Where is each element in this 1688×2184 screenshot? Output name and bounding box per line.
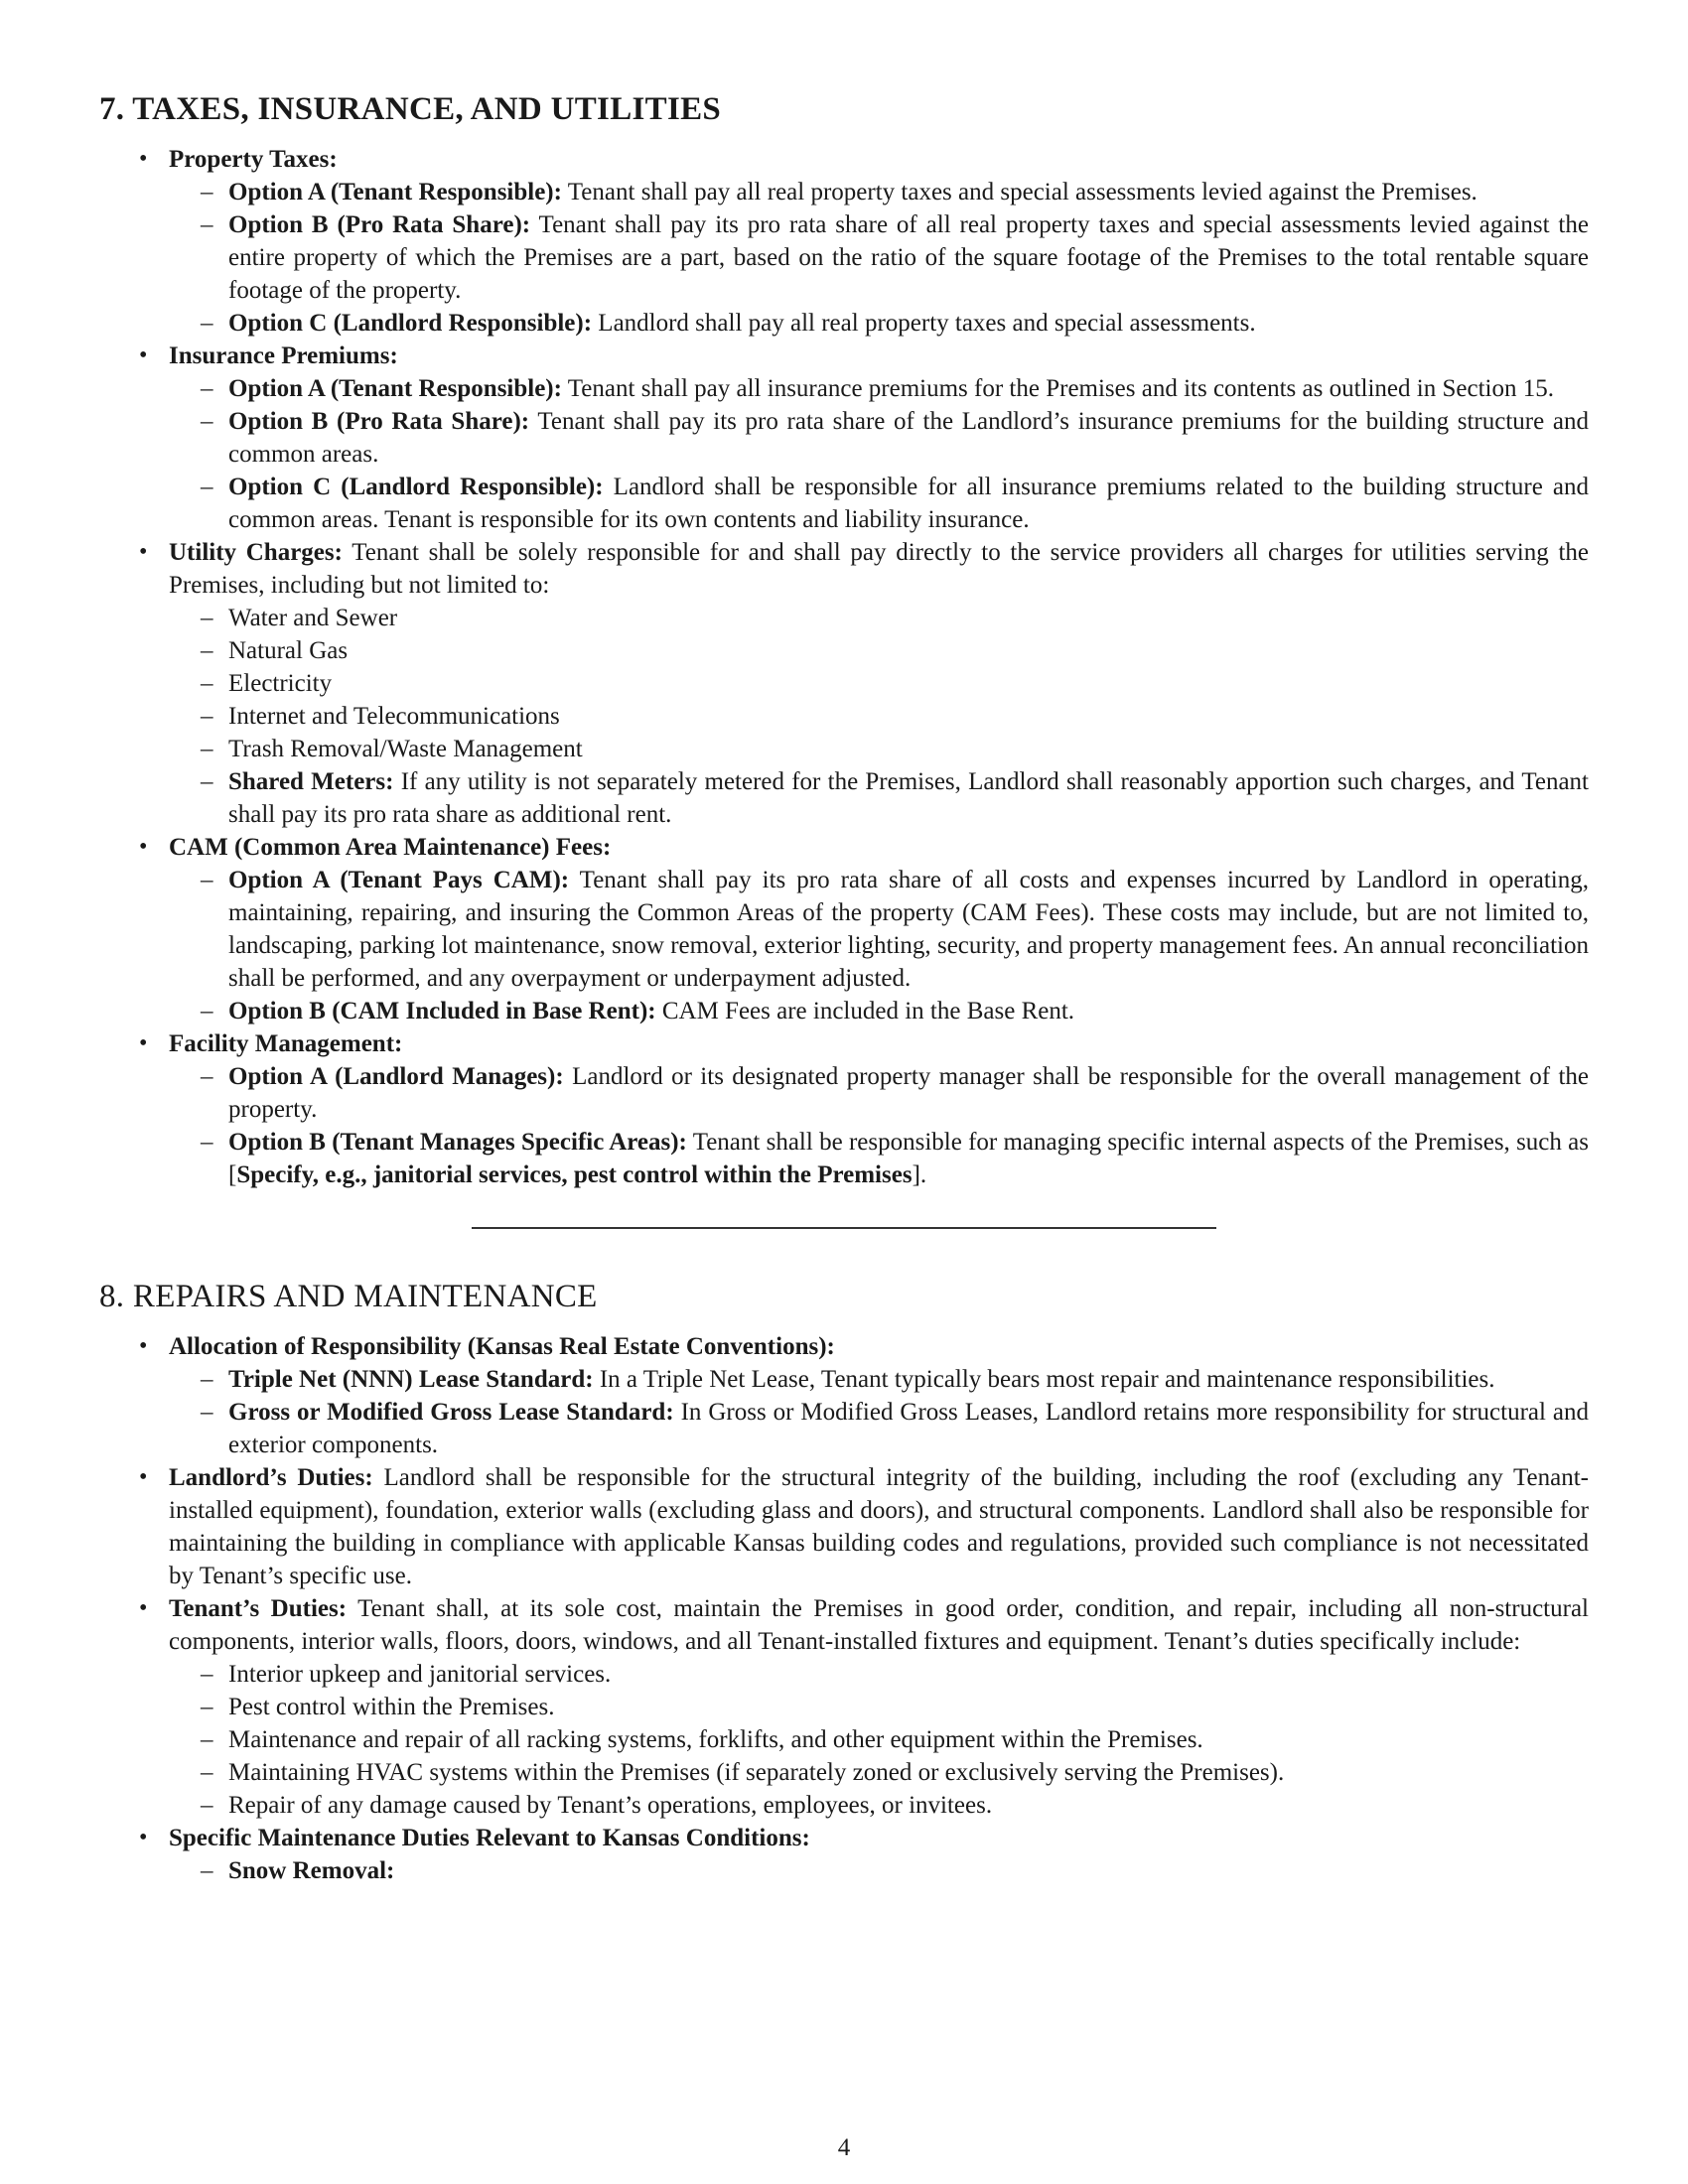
option-text: Tenant shall pay its pro rata share of all costs and expenses incurred by Landlord in operating, maintaining, repairing, and insuring the Common Areas of the property (CAM Fees). These costs may include, but are not limited to, landscaping, parking lot maintenance, snow removal, exterior lighting, security, and property management fees. An annual reconciliation shall be performed, and any overpayment or underpayment adjusted. xyxy=(228,867,1589,992)
option-label: Option A (Tenant Pays CAM): xyxy=(228,867,570,893)
property-taxes-item xyxy=(99,143,1589,340)
option-text: Tenant shall pay all insurance premiums for the Premises and its contents as outlined in Section 15. xyxy=(567,375,1554,402)
section-8-list xyxy=(99,1330,1589,1887)
placeholder-text: Specify, e.g., janitorial services, pest control within the Premises xyxy=(236,1161,913,1188)
option-label: Option A (Landlord Manages): xyxy=(228,1063,564,1090)
list-item: – Internet and Telecommunications xyxy=(169,700,1589,733)
kansas-maintenance-label: Specific Maintenance Duties Relevant to Kansas Conditions: xyxy=(169,1825,810,1851)
allocation-item xyxy=(99,1330,1589,1461)
tenant-duties-text: Tenant shall, at its sole cost, maintain the Premises in good order, condition, and repair, including all non-structural components, interior walls, floors, doors, windows, and all Tenant-installed fixtures and equipment. Tenant’s duties specifically include: xyxy=(169,1595,1589,1655)
option-label: Option C (Landlord Responsible): xyxy=(228,310,593,337)
snow-removal-label: Snow Removal: xyxy=(228,1857,395,1884)
option-text: Tenant shall pay its pro rata share of all real property taxes and special assessments levied against the entire property of which the Premises are a part, based on the ratio of the square footage of the Premises to the total rentable square footage of the property. xyxy=(228,211,1589,304)
insurance-item xyxy=(99,340,1589,536)
list-item: – Pest control within the Premises. xyxy=(169,1691,1589,1723)
list-item xyxy=(169,208,1589,307)
insurance-label: Insurance Premiums: xyxy=(169,342,398,369)
option-label: Gross or Modified Gross Lease Standard: xyxy=(228,1399,674,1426)
shared-meters-text: If any utility is not separately metered for the Premises, Landlord shall reasonably apportion such charges, and Tenant shall pay its pro rata share as additional rent. xyxy=(228,768,1589,828)
list-item xyxy=(169,176,1589,208)
option-text: Landlord shall pay all real property taxes and special assessments. xyxy=(598,310,1256,337)
list-item xyxy=(169,864,1589,995)
allocation-label: Allocation of Responsibility (Kansas Real Estate Conventions): xyxy=(169,1333,835,1360)
tenant-duties-label: Tenant’s Duties: xyxy=(169,1595,348,1622)
list-item: – Electricity xyxy=(169,667,1589,700)
section-8-heading: 8. REPAIRS AND MAINTENANCE xyxy=(99,1279,598,1314)
tenant-duties-item xyxy=(99,1592,1589,1822)
list-item: – Repair of any damage caused by Tenant’s operations, employees, or invitees. xyxy=(169,1789,1589,1822)
list-item xyxy=(169,405,1589,471)
option-label: Option B (CAM Included in Base Rent): xyxy=(228,998,656,1024)
landlord-duties-label: Landlord’s Duties: xyxy=(169,1464,373,1491)
section-7-heading: 7. TAXES, INSURANCE, AND UTILITIES xyxy=(99,91,722,127)
list-item: – Interior upkeep and janitorial services. xyxy=(169,1658,1589,1691)
cam-fees-item xyxy=(99,831,1589,1027)
list-item xyxy=(169,1363,1589,1396)
utility-charges-label: Utility Charges: xyxy=(169,539,343,566)
option-text: In Gross or Modified Gross Leases, Landlord retains more responsibility for structural and exterior components. xyxy=(228,1399,1590,1458)
option-label: Option B (Pro Rata Share): xyxy=(228,211,531,238)
list-item xyxy=(169,1126,1589,1191)
option-text: Tenant shall pay its pro rata share of the Landlord’s insurance premiums for the building structure and common areas. xyxy=(228,408,1589,468)
landlord-duties-text: Landlord shall be responsible for the structural integrity of the building, including the roof (excluding any Tenant-installed equipment), foundation, exterior walls (excluding glass and doors), and structural components. Landlord shall also be responsible for maintaining the building in compliance with applicable Kansas building codes and regulations, provided such compliance is not necessitated by Tenant’s specific use. xyxy=(169,1464,1590,1589)
option-text: Landlord or its designated property manager shall be responsible for the overall management of the property. xyxy=(228,1063,1589,1123)
option-text: Tenant shall be responsible for managing specific internal aspects of the Premises, such as [ xyxy=(228,1129,1589,1188)
page-number: 4 xyxy=(837,2134,851,2161)
list-item xyxy=(169,1060,1589,1126)
option-label: Option A (Tenant Responsible): xyxy=(228,375,562,402)
list-item xyxy=(169,307,1589,340)
option-text: Tenant shall pay all real property taxes and special assessments levied against the Premises. xyxy=(567,179,1477,205)
cam-fees-label: CAM (Common Area Maintenance) Fees: xyxy=(169,834,612,861)
document-page xyxy=(99,89,1589,1887)
list-item: – Maintenance and repair of all racking systems, forklifts, and other equipment within the Premises. xyxy=(169,1723,1589,1756)
list-item xyxy=(169,372,1589,405)
shared-meters-label: Shared Meters: xyxy=(228,768,394,795)
option-text: CAM Fees are included in the Base Rent. xyxy=(661,998,1075,1024)
option-text: In a Triple Net Lease, Tenant typically bears most repair and maintenance responsibilities. xyxy=(599,1366,1495,1393)
option-text-end: ]. xyxy=(912,1161,927,1188)
list-item: – Maintaining HVAC systems within the Premises (if separately zoned or exclusively serving the Premises). xyxy=(169,1756,1589,1789)
list-item xyxy=(169,765,1589,831)
list-item: – Trash Removal/Waste Management xyxy=(169,733,1589,765)
list-item xyxy=(169,1854,1589,1887)
option-label: Option B (Pro Rata Share): xyxy=(228,408,530,435)
option-label: Option B (Tenant Manages Specific Areas): xyxy=(228,1129,687,1156)
option-text: Landlord shall be responsible for all insurance premiums related to the building structure and common areas. Tenant is responsible for its own contents and liability insurance. xyxy=(228,474,1590,533)
option-label: Option A (Tenant Responsible): xyxy=(228,179,562,205)
option-label: Triple Net (NNN) Lease Standard: xyxy=(228,1366,594,1393)
landlord-duties-item xyxy=(99,1461,1589,1592)
list-item xyxy=(169,995,1589,1027)
section-divider xyxy=(472,1227,1216,1229)
facility-management-label: Facility Management: xyxy=(169,1030,403,1057)
kansas-maintenance-item xyxy=(99,1822,1589,1887)
list-item: – Water and Sewer xyxy=(169,602,1589,634)
list-item xyxy=(169,471,1589,536)
facility-management-item xyxy=(99,1027,1589,1191)
list-item: – Natural Gas xyxy=(169,634,1589,667)
utility-charges-text: Tenant shall be solely responsible for and shall pay directly to the service providers all charges for utilities serving the Premises, including but not limited to: xyxy=(169,539,1590,599)
option-label: Option C (Landlord Responsible): xyxy=(228,474,604,500)
section-7-list xyxy=(99,143,1589,1191)
property-taxes-label: Property Taxes: xyxy=(169,146,338,173)
list-item xyxy=(169,1396,1589,1461)
utility-charges-item xyxy=(99,536,1589,831)
